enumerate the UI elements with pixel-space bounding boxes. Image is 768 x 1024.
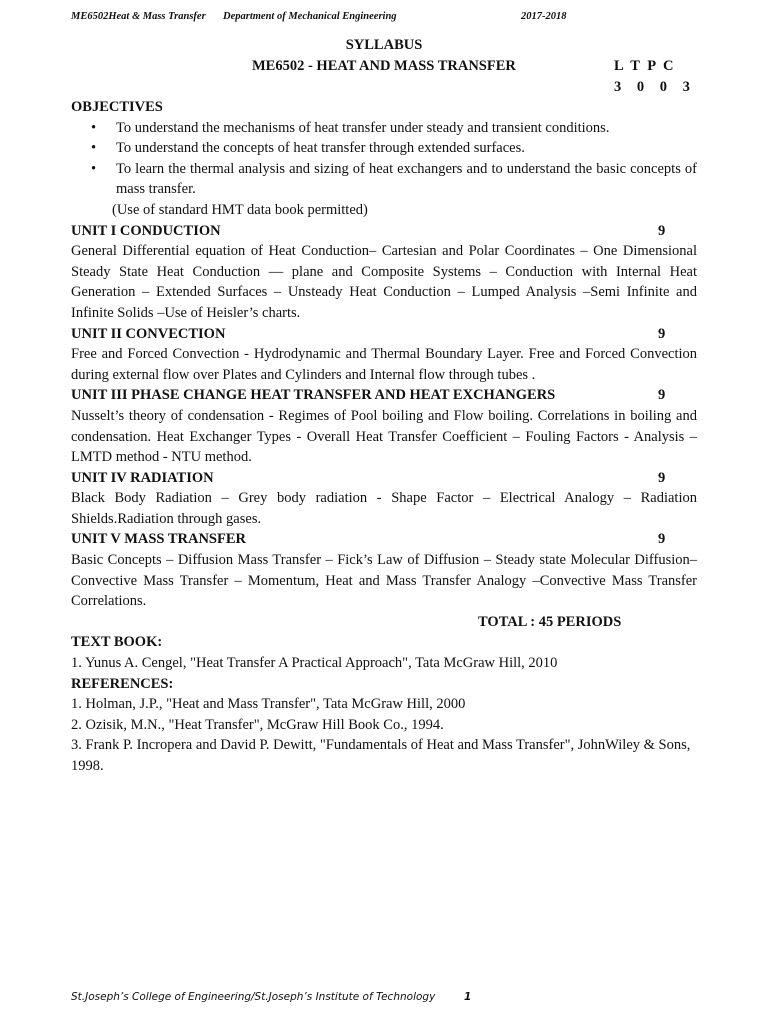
- unit-hours: 9: [658, 387, 666, 404]
- unit-heading: [71, 468, 697, 489]
- objective-item: [91, 138, 697, 159]
- unit-heading: [71, 529, 697, 550]
- objective-text: To understand the concepts of heat transfer through extended surfaces.: [116, 140, 525, 157]
- unit-hours: 9: [658, 469, 666, 486]
- objective-item: [91, 159, 697, 200]
- unit-title: UNIT V MASS TRANSFER: [71, 531, 246, 548]
- unit-body: General Differential equation of Heat Conduction– Cartesian and Polar Coordinates – One Dimensional Steady State Heat Conduction — plane and Composite Systems – Conduction with Internal Heat Generation – Extended Surfaces – Unsteady Heat Conduction – Lumped Analysis –Semi Infinite and Infinite Solids –Use of Heisler’s charts.: [71, 243, 697, 321]
- header-department: Department of Mechanical Engineering: [223, 11, 397, 22]
- objectives-heading: OBJECTIVES: [71, 99, 163, 115]
- ltpc-values: 3 0 0 3: [614, 79, 696, 95]
- textbook-item: 1. Yunus A. Cengel, "Heat Transfer A Practical Approach", Tata McGraw Hill, 2010: [71, 655, 558, 672]
- header-year: 2017-2018: [521, 11, 567, 22]
- objectives-note: (Use of standard HMT data book permitted): [112, 201, 368, 218]
- unit-body: Basic Concepts – Diffusion Mass Transfer – Fick’s Law of Diffusion – Steady state Molecular Diffusion– Convective Mass Transfer – Momentum, Heat and Mass Transfer Analogy –Convective Mass Transfer Correlations.: [71, 552, 697, 610]
- unit-title: UNIT IV RADIATION: [71, 469, 214, 486]
- references-heading: REFERENCES:: [71, 675, 174, 692]
- reference-item: 3. Frank P. Incropera and David P. Dewitt, "Fundamentals of Heat and Mass Transfer", JohnWiley & Sons, 1998.: [71, 737, 691, 774]
- course-title: ME6502 - HEAT AND MASS TRANSFER: [252, 58, 516, 74]
- objective-text: To understand the mechanisms of heat transfer under steady and transient conditions.: [116, 119, 610, 136]
- objective-item: [91, 118, 697, 139]
- unit-title: UNIT II CONVECTION: [71, 325, 226, 342]
- bullet-icon: •: [91, 140, 97, 157]
- bullet-icon: •: [91, 160, 97, 177]
- unit-body: Free and Forced Convection - Hydrodynamic and Thermal Boundary Layer. Free and Forced Convection during external flow over Plates and Cylinders and Internal flow through tubes .: [71, 346, 697, 383]
- total-periods: TOTAL : 45 PERIODS: [478, 613, 622, 630]
- unit-heading: [71, 385, 697, 406]
- footer-institution: St.Joseph’s College of Engineering/St.Joseph’s Institute of Technology: [71, 991, 436, 1003]
- objective-text: To learn the thermal analysis and sizing of heat exchangers and to understand the basic concepts of mass transfer.: [116, 160, 697, 198]
- unit-body: Nusselt’s theory of condensation - Regimes of Pool boiling and Flow boiling. Correlations in boiling and condensation. Heat Exchanger Types - Overall Heat Transfer Coefficient – Fouling Factors - Analysis – LMTD method - NTU method.: [71, 407, 697, 466]
- textbook-heading: TEXT BOOK:: [71, 634, 163, 651]
- ltpc-label: L T P C: [614, 58, 676, 74]
- page-footer: [71, 991, 472, 1003]
- objectives-list: [71, 118, 697, 200]
- unit-title: UNIT I CONDUCTION: [71, 222, 221, 239]
- running-header: [71, 11, 691, 25]
- bullet-icon: •: [91, 119, 97, 136]
- reference-item: 1. Holman, J.P., "Heat and Mass Transfer", Tata McGraw Hill, 2000: [71, 696, 466, 713]
- syllabus-content: [71, 97, 697, 777]
- unit-title: UNIT III PHASE CHANGE HEAT TRANSFER AND HEAT EXCHANGERS: [71, 387, 556, 404]
- unit-heading: [71, 221, 697, 242]
- unit-hours: 9: [658, 222, 666, 239]
- reference-item: 2. Ozisik, M.N., "Heat Transfer", McGraw Hill Book Co., 1994.: [71, 716, 444, 733]
- unit-hours: 9: [658, 325, 666, 342]
- unit-hours: 9: [658, 531, 666, 548]
- unit-heading: [71, 324, 697, 345]
- page-number: 1: [464, 991, 472, 1003]
- unit-body: Black Body Radiation – Grey body radiation - Shape Factor – Electrical Analogy – Radiation Shields.Radiation through gases.: [71, 490, 697, 527]
- syllabus-heading: SYLLABUS: [345, 37, 423, 53]
- header-course: ME6502Heat & Mass Transfer: [71, 11, 206, 22]
